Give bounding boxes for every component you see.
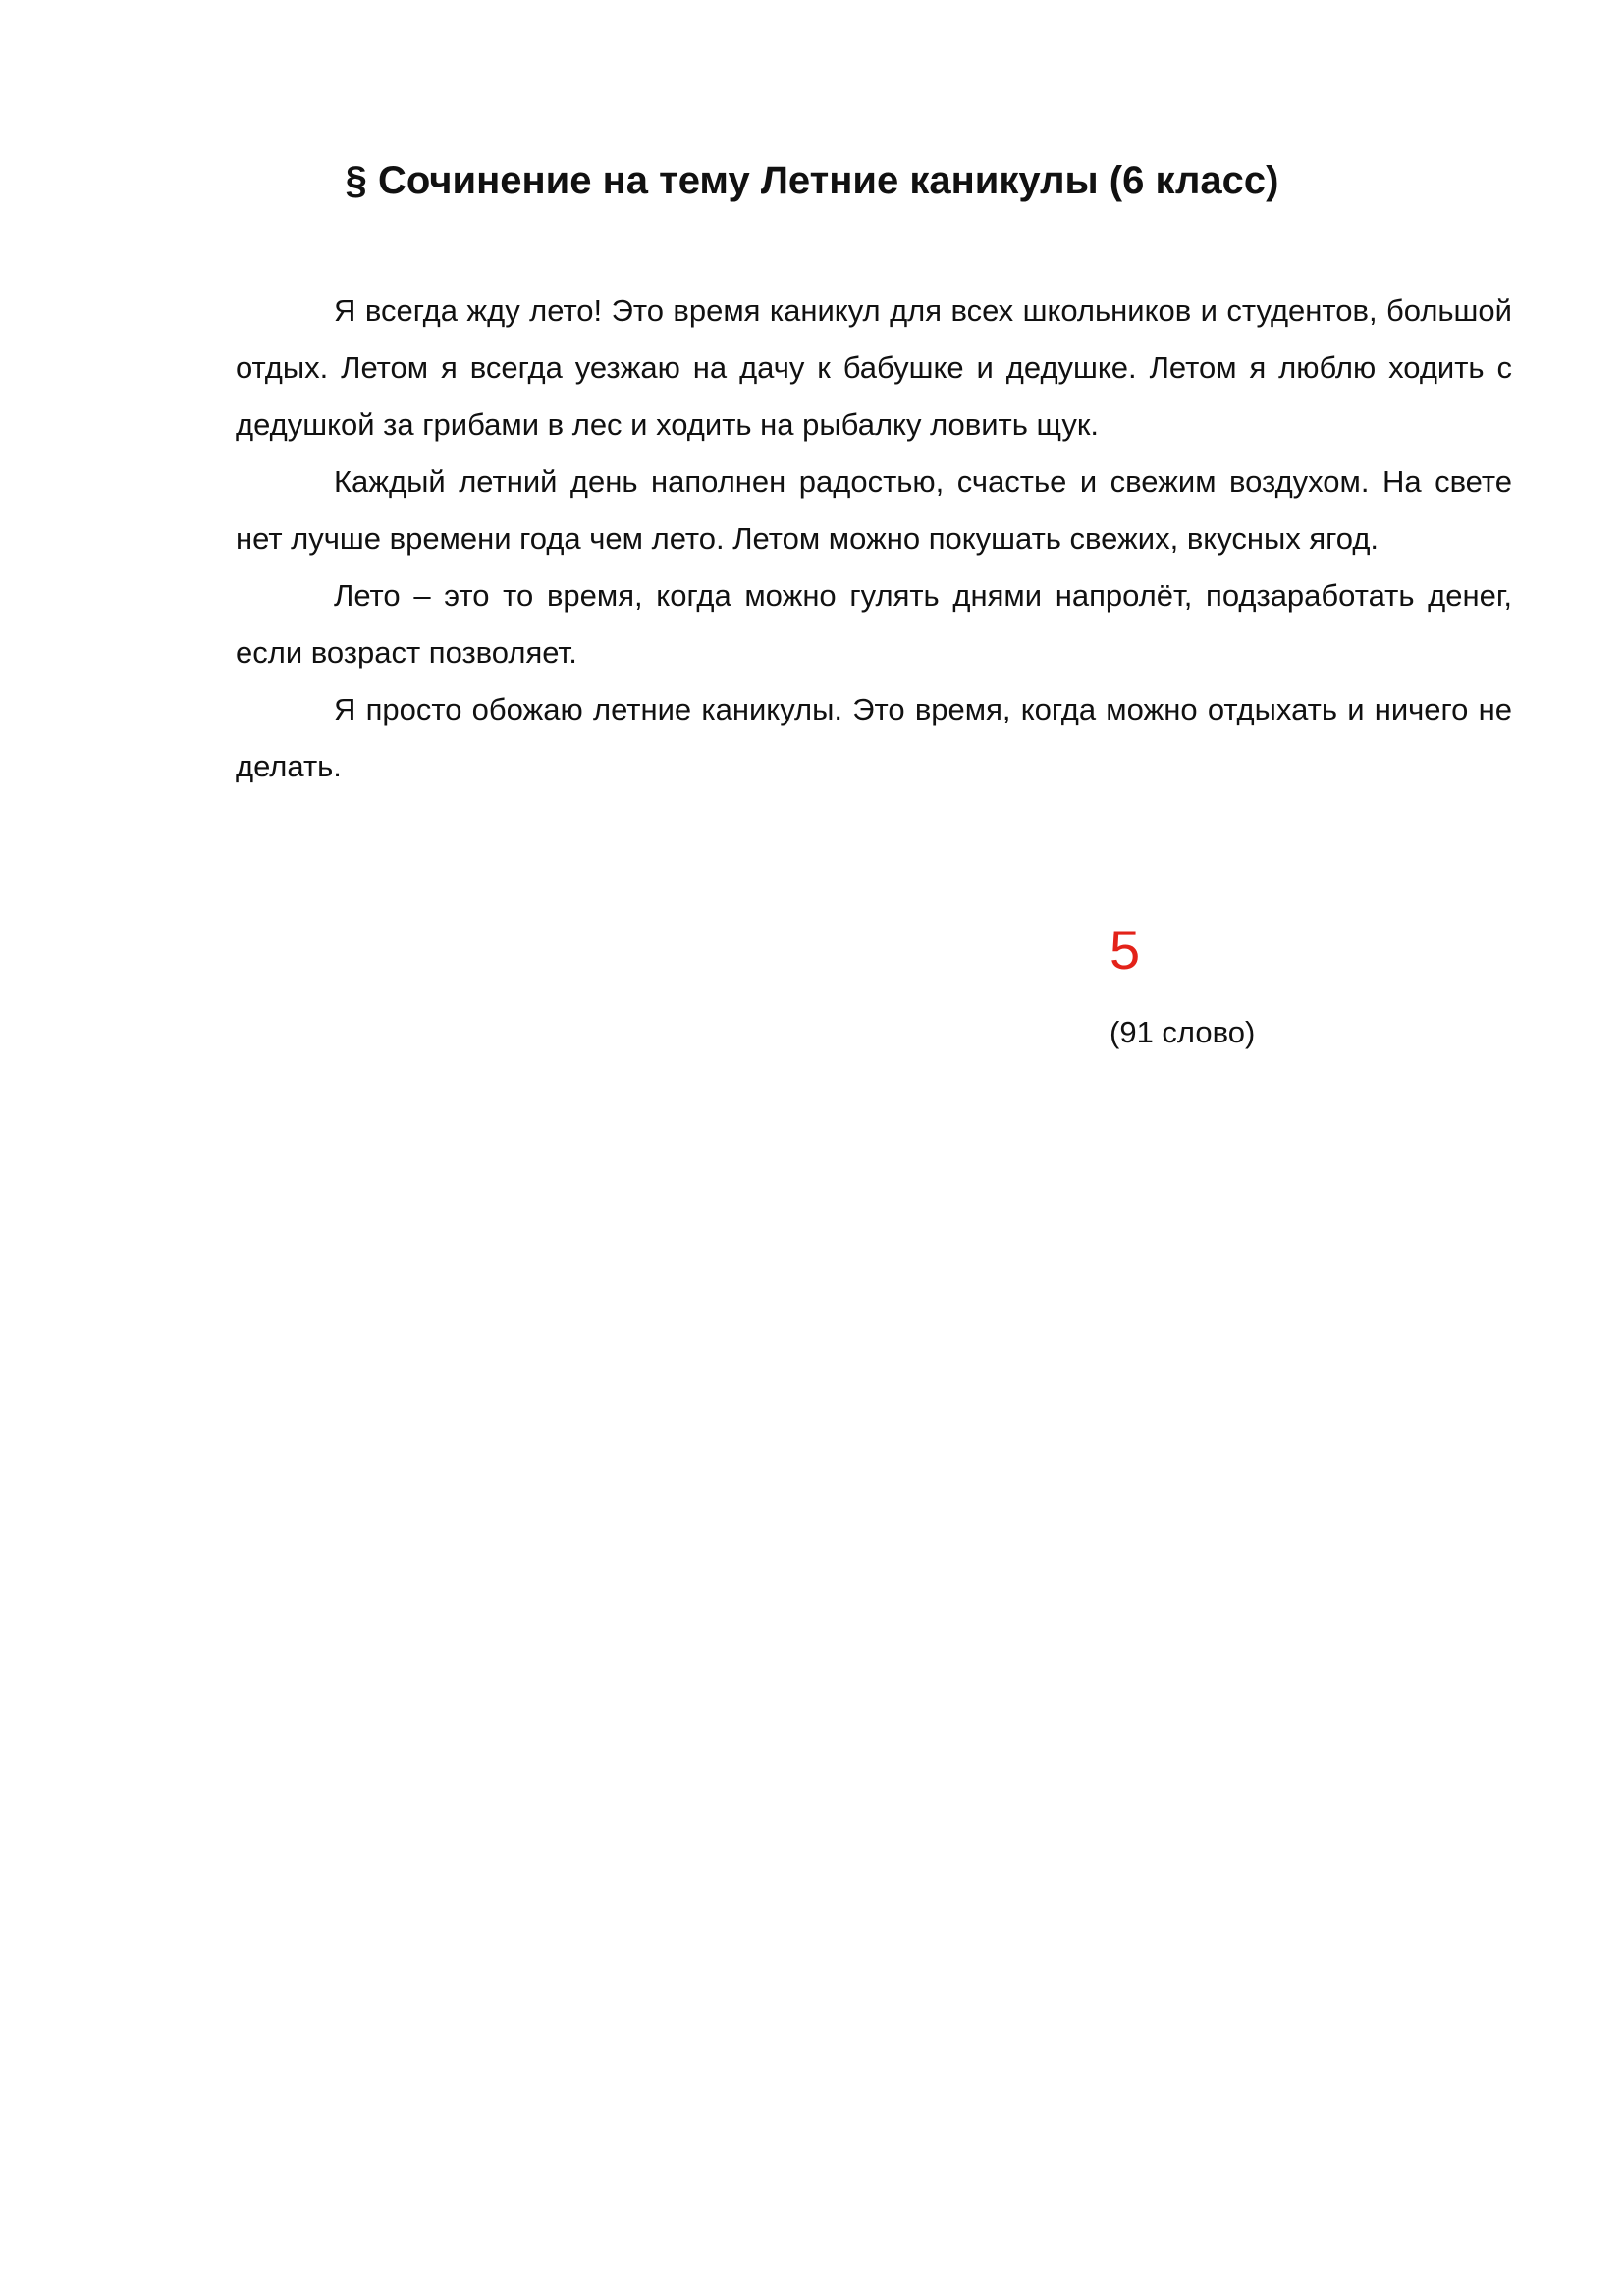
word-count: (91 слово) xyxy=(1110,1015,1256,1049)
essay-paragraph-2: Каждый летний день наполнен радостью, счастье и свежим воздухом. На свете нет лучше времени года чем лето. Летом можно покушать свежих, вкусных ягод. xyxy=(236,464,1512,556)
grade-mark: 5 xyxy=(1110,919,1141,981)
essay-paragraph-3: Лето – это то время, когда можно гулять днями напролёт, подзаработать денег, если возраст позволяет. xyxy=(236,578,1512,669)
page-title: § Сочинение на тему Летние каникулы (6 класс) xyxy=(345,159,1279,202)
essay-body xyxy=(236,283,1512,795)
essay-paragraph-4: Я просто обожаю летние каникулы. Это время, когда можно отдыхать и ничего не делать. xyxy=(236,692,1512,783)
essay-paragraph-1: Я всегда жду лето! Это время каникул для всех школьников и студентов, большой отдых. Летом я всегда уезжаю на дачу к бабушке и дедушке. Летом я люблю ходить с дедушкой за грибами в лес и ходить на рыбалку ловить щук. xyxy=(236,294,1512,442)
